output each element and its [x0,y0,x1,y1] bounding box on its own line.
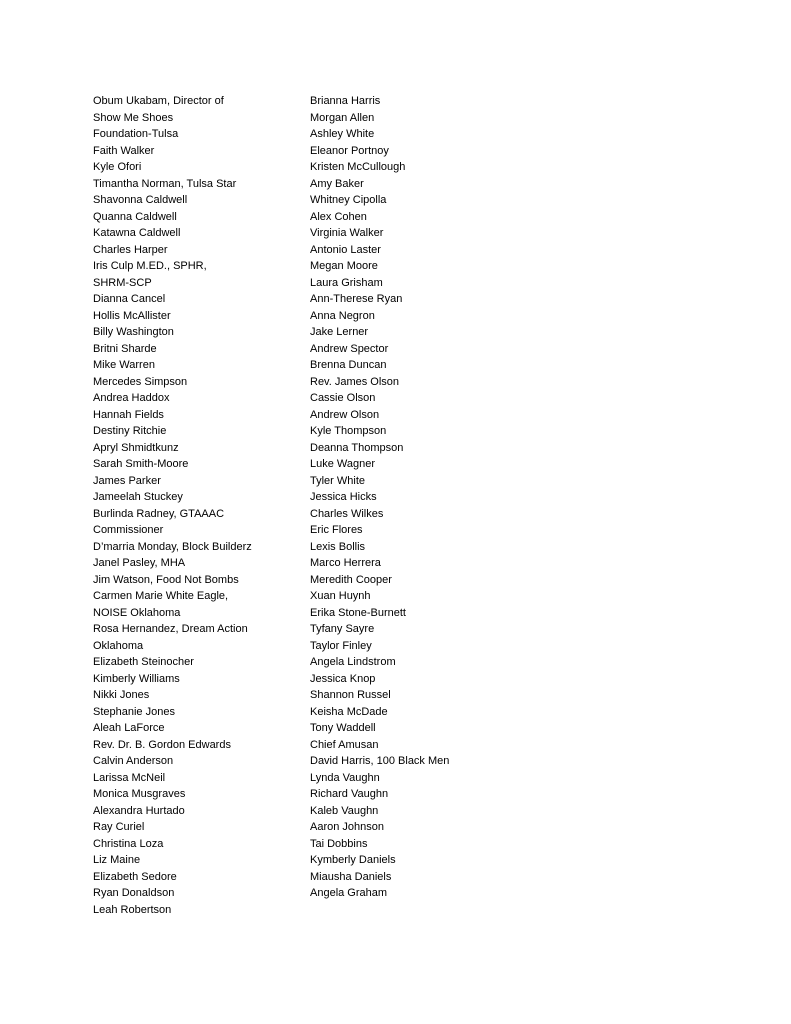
signatory-name: Kristen McCullough [310,161,406,173]
signatory-name: Jameelah Stuckey [93,491,183,503]
signatory-name: Monica Musgraves [93,788,186,800]
signatory-name: Foundation-Tulsa [93,128,179,140]
signatory-name: Brianna Harris [310,95,381,107]
signatory-name: Apryl Shmidtkunz [93,441,179,454]
signatory-name: Shavonna Caldwell [93,194,188,206]
signatory-name: Angela Lindstrom [310,656,396,668]
signatory-name: Aaron Johnson [310,821,384,833]
signatory-name: Stephanie Jones [93,705,175,718]
signatory-name: Angela Graham [310,887,388,899]
signatory-name: Elizabeth Steinocher [93,656,194,668]
signatory-name: Xuan Huynh [310,590,371,602]
signatory-name: Katawna Caldwell [93,227,181,239]
signatory-name: Hollis McAllister [93,309,171,322]
signatory-name: Jake Lerner [310,326,369,338]
signatory-name: Cassie Olson [310,392,376,404]
signatory-name: Alex Cohen [310,210,367,223]
signatory-name: Dianna Cancel [93,293,166,305]
signatory-name: Amy Baker [310,177,364,190]
signatory-name: Lexis Bollis [310,540,366,553]
signatory-name: Commissioner [93,524,164,536]
signatory-name: Virginia Walker [310,227,384,239]
signatory-name: Billy Washington [93,326,174,338]
signatory-name: James Parker [93,474,161,487]
signatory-name: Elizabeth Sedore [93,870,177,883]
signatory-name: Iris Culp M.ED., SPHR, [93,260,207,272]
signatory-name: Tyfany Sayre [310,623,375,635]
signatory-list-left [93,93,303,918]
signatory-name: Shannon Russel [310,689,391,701]
signatory-name: Tai Dobbins [310,837,368,850]
signatory-name: Rev. Dr. B. Gordon Edwards [93,738,231,751]
signatory-name: Tyler White [310,474,366,487]
signatory-name: Lynda Vaughn [310,771,380,784]
signatory-name: Britni Sharde [93,342,157,355]
signatory-name: SHRM-SCP [93,276,152,289]
signatory-name: Faith Walker [93,144,155,157]
signatory-name: Laura Grisham [310,276,383,289]
signatory-name: Taylor Finley [310,639,372,652]
signatory-name: Hannah Fields [93,408,164,421]
signatory-name: Andrew Spector [310,342,389,355]
signatory-name: Destiny Ritchie [93,425,167,437]
signatory-name: Janel Pasley, MHA [93,557,186,569]
signatory-name: Carmen Marie White Eagle, [93,590,229,602]
signatory-name: Charles Harper [93,243,168,256]
signatory-name: Larissa McNeil [93,771,166,784]
signatory-name: Andrea Haddox [93,392,170,404]
signatory-name: Meredith Cooper [310,573,392,586]
signatory-name: D’marria Monday, Block Builderz [93,540,252,553]
signatory-name: Kyle Ofori [93,161,142,173]
signatory-name: Mercedes Simpson [93,375,188,388]
signatory-name: Chief Amusan [310,738,379,751]
signatory-name: Whitney Cipolla [310,194,387,206]
signatory-name: Erika Stone-Burnett [310,606,406,619]
signatory-name: Timantha Norman, Tulsa Star [93,177,237,190]
signatory-name: Liz Maine [93,854,141,866]
signatory-name: Anna Negron [310,309,375,322]
signatory-name: Leah Robertson [93,903,172,916]
signatory-name: Keisha McDade [310,705,388,718]
signatory-name: Richard Vaughn [310,788,389,800]
signatory-name: Ann-Therese Ryan [310,293,403,305]
signatory-name: Megan Moore [310,260,378,272]
signatory-name: Obum Ukabam, Director of [93,95,224,107]
signatory-name: Rev. James Olson [310,375,400,388]
signatory-name: Brenna Duncan [310,359,387,371]
signatory-name: Kimberly Williams [93,672,180,685]
signatory-name: NOISE Oklahoma [93,606,181,619]
signatory-name: Kyle Thompson [310,425,387,437]
signatory-name: Morgan Allen [310,111,375,124]
signatory-name: Jessica Knop [310,672,376,685]
signatory-name: Mike Warren [93,359,155,371]
signatory-name: Antonio Laster [310,243,381,256]
signatory-name: Jessica Hicks [310,491,377,503]
signatory-name: Alexandra Hurtado [93,804,185,817]
signatory-name: Deanna Thompson [310,441,404,454]
signatory-name: Jim Watson, Food Not Bombs [93,573,239,586]
signatory-name: Christina Loza [93,837,164,850]
signatory-name: Rosa Hernandez, Dream Action [93,623,248,635]
signatory-name: Tony Waddell [310,722,376,734]
signatory-name: Show Me Shoes [93,111,174,124]
signatory-name: David Harris, 100 Black Men [310,755,450,767]
signatory-name: Charles Wilkes [310,507,384,520]
signatory-name: Aleah LaForce [93,722,165,734]
signatory-name: Calvin Anderson [93,755,174,767]
signatory-name: Marco Herrera [310,557,381,569]
signatory-name: Ashley White [310,128,375,140]
signatory-name: Miausha Daniels [310,870,392,883]
signatory-name: Oklahoma [93,639,144,652]
signatory-name: Quanna Caldwell [93,210,177,223]
signatory-name: Eric Flores [310,524,363,536]
signatory-name: Sarah Smith-Moore [93,458,189,470]
signatory-name: Eleanor Portnoy [310,144,389,157]
signatory-name: Ryan Donaldson [93,887,175,899]
signatory-name: Kymberly Daniels [310,854,396,866]
signatory-name: Ray Curiel [93,821,145,833]
signatory-name: Nikki Jones [93,689,150,701]
signatory-name: Andrew Olson [310,408,380,421]
signatory-name: Luke Wagner [310,458,376,470]
signatory-name: Burlinda Radney, GTAAAC [93,507,225,520]
signatory-name: Kaleb Vaughn [310,804,379,817]
signatory-list-right [310,93,530,902]
